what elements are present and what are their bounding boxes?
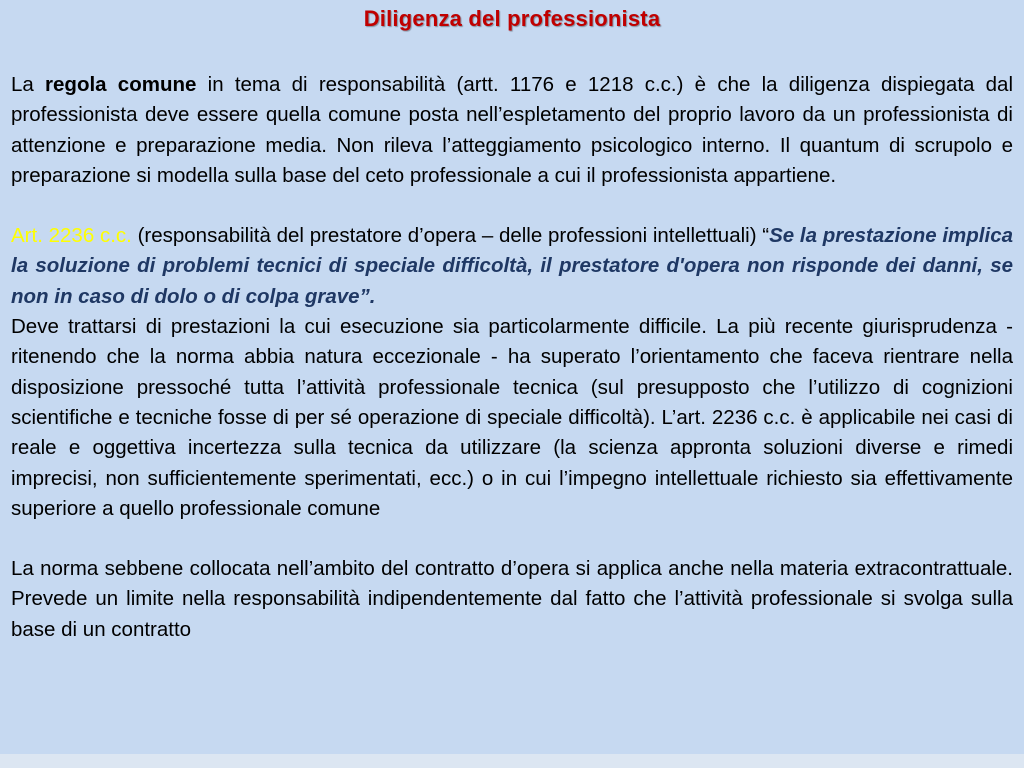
paragraph-case-law: Deve trattarsi di prestazioni la cui esecuzione sia particolarmente difficile. La più recente giurisprudenza - ritenendo che la norma abbia natura eccezionale - ha superato l’orientamento che faceva rientrare nella disposizione pressoché tutta l’attività professionale tecnica (sul presupposto che l’utilizzo di cognizioni scientifiche e tecniche fosse di per sé operazione di speciale difficoltà). L’art. 2236 c.c. è applicabile nei casi di reale e oggettiva incertezza sulla tecnica da utilizzare (la scienza appronta soluzioni diverse e rimedi imprecisi, non sufficientemente sperimentati, ecc.) o in cui l’impegno intellettuale richiesto sia effettivamente superiore a quello professionale comune: [11, 315, 1013, 520]
slide-title: Diligenza del professionista: [363, 6, 661, 31]
paragraph-diligence-rule: [11, 70, 1013, 191]
paragraph-spacer: [11, 524, 1013, 554]
article-intro: (responsabilità del prestatore d’opera – delle professioni intellettuali) “: [131, 224, 770, 248]
bottom-strip: [0, 754, 1024, 768]
para1-bold-term: regola comune: [45, 73, 197, 96]
paragraph-spacer: [11, 191, 1013, 221]
paragraph-extracontractual: La norma sebbene collocata nell’ambito del contratto d’opera si applica anche nella materia extracontrattuale. Prevede un limite nella responsabilità indipendentemente dal fatto che l’attività professionale si svolga sulla base di un contratto: [11, 557, 1013, 641]
article-quote: Se la prestazione implica la soluzione di problemi tecnici di speciale difficoltà, il prestatore d'opera non risponde dei danni, se non in caso di dolo o di colpa grave”.: [11, 224, 1013, 308]
slide-body: [11, 70, 1013, 645]
paragraph-article-2236: [11, 221, 1013, 312]
article-reference: Art. 2236 c.c.: [11, 224, 132, 248]
para1-rest: in tema di responsabilità (artt. 1176 e 1218 c.c.) è che la diligenza dispiegata dal professionista deve essere quella comune posta nell’espletamento del proprio lavoro da un professionista di attenzione e preparazione media. Non rileva l’atteggiamento psicologico interno. Il quantum di scrupolo e preparazione si modella sulla base del ceto professionale a cui il professionista appartiene.: [11, 73, 1014, 187]
para1-lead: La: [11, 73, 46, 96]
